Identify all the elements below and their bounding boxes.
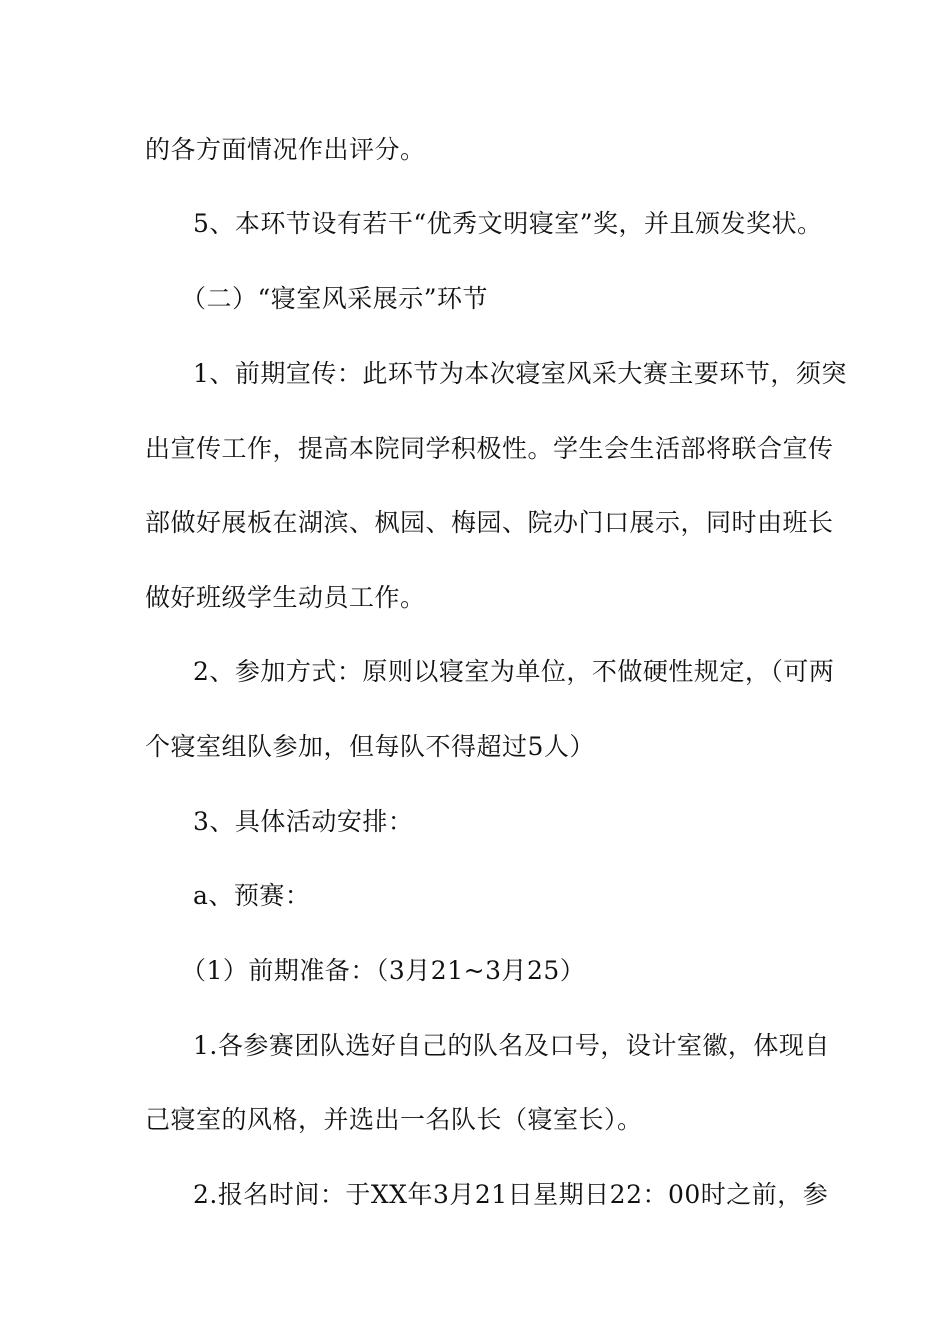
paragraph-line: 做好班级学生动员工作。	[145, 583, 426, 612]
section-heading: （二）“寝室风采展示”环节	[181, 284, 489, 313]
paragraph-line: 5、本环节设有若干“优秀文明寝室”奖，并且颁发奖状。	[193, 209, 823, 238]
paragraph-line: 2、参加方式：原则以寝室为单位，不做硬性规定，（可两	[193, 657, 835, 686]
paragraph-line: 己寝室的风格，并选出一名队长（寝室长）。	[145, 1105, 643, 1134]
paragraph-line: 部做好展板在湖滨、枫园、梅园、院办门口展示，同时由班长	[145, 508, 834, 537]
paragraph-line: 出宣传工作，提高本院同学积极性。学生会生活部将联合宣传	[145, 434, 834, 463]
paragraph-line: 的各方面情况作出评分。	[145, 135, 426, 164]
paragraph-line: 3、具体活动安排：	[193, 807, 414, 836]
paragraph-line: a、预赛：	[193, 881, 311, 910]
paragraph-line: 1.各参赛团队选好自己的队名及口号，设计室徽，体现自	[193, 1031, 830, 1060]
paragraph-line: 1、前期宣传：此环节为本次寝室风采大赛主要环节，须突	[193, 359, 847, 388]
paragraph-line: （1）前期准备：（3月21~3月25）	[181, 956, 586, 985]
paragraph-line: 2.报名时间：于XX年3月21日星期日22：00时之前，参	[193, 1180, 829, 1209]
paragraph-line: 个寝室组队参加，但每队不得超过5人）	[145, 732, 595, 761]
